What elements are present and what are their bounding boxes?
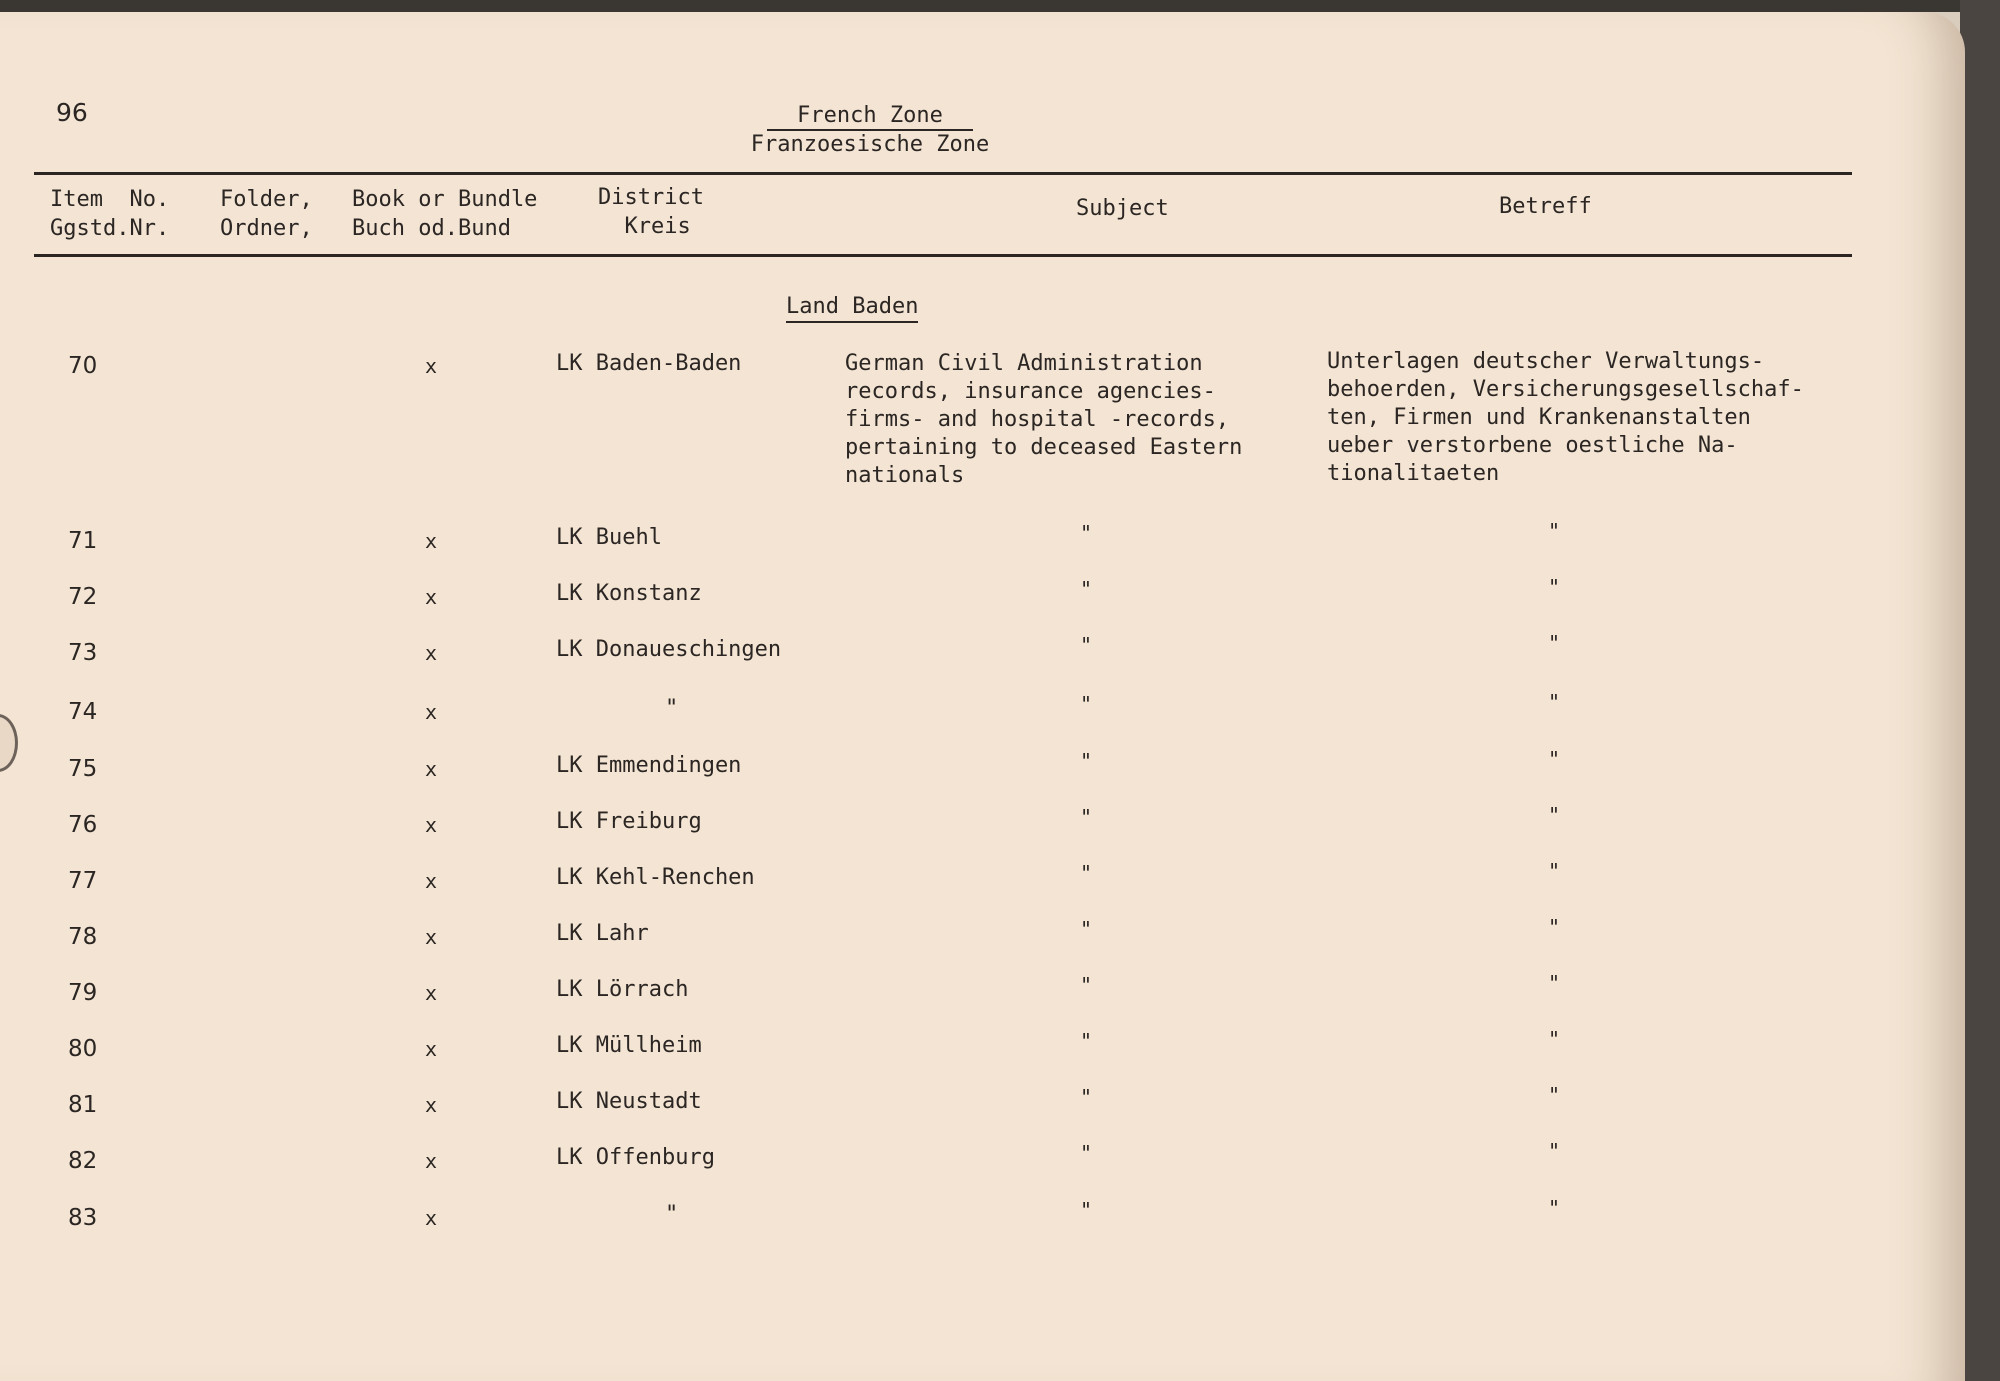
header-item: Item No. Ggstd.Nr. xyxy=(50,187,170,241)
row-district: LK Baden-Baden xyxy=(556,351,742,376)
row-item-number: 82 xyxy=(68,1148,98,1174)
row-district: LK Donaueschingen xyxy=(556,637,782,662)
row-district: LK Freiburg xyxy=(556,809,702,834)
row-district: LK Kehl-Renchen xyxy=(556,865,755,890)
row-item-number: 72 xyxy=(68,584,98,610)
row-betreff: " xyxy=(1548,803,1561,827)
section-title: Land Baden xyxy=(786,293,918,323)
row-subject: " xyxy=(1080,692,1093,716)
row-subject: " xyxy=(1080,633,1093,657)
row-betreff: Unterlagen deutscher Verwaltungs- behoerden, Versicherungsgesellschaf- ten, Firmen und Krankenanstalten ueber verstorbene oestliche Na- tionalitaeten xyxy=(1327,349,1804,486)
document-page xyxy=(0,12,1965,1381)
row-district: LK Neustadt xyxy=(556,1089,702,1114)
row-district: LK Lahr xyxy=(556,921,649,946)
row-item-number: 70 xyxy=(68,353,98,379)
row-subject: " xyxy=(1080,1141,1093,1165)
row-item-number: 83 xyxy=(68,1205,98,1231)
row-betreff: " xyxy=(1548,915,1561,939)
row-item-number: 75 xyxy=(68,756,98,782)
row-betreff: " xyxy=(1548,690,1561,714)
row-book-mark: x xyxy=(425,1093,438,1117)
row-item-number: 80 xyxy=(68,1036,98,1062)
row-item-number: 81 xyxy=(68,1092,98,1118)
row-betreff: " xyxy=(1548,1083,1561,1107)
row-district: LK Buehl xyxy=(556,525,662,550)
row-subject: " xyxy=(1080,973,1093,997)
page-right-edge xyxy=(1960,0,2000,1381)
row-book-mark: x xyxy=(425,529,438,553)
row-book-mark: x xyxy=(425,641,438,665)
row-item-number: 76 xyxy=(68,812,98,838)
row-subject: " xyxy=(1080,1085,1093,1109)
row-subject: " xyxy=(1080,805,1093,829)
row-district: LK Müllheim xyxy=(556,1033,702,1058)
row-betreff: " xyxy=(1548,519,1561,543)
row-subject: " xyxy=(1080,1198,1093,1222)
row-district: " xyxy=(665,696,679,721)
header-rule-top xyxy=(34,172,1852,175)
row-book-mark: x xyxy=(425,869,438,893)
row-item-number: 73 xyxy=(68,640,98,666)
header-betreff: Betreff xyxy=(1499,194,1592,219)
row-subject: " xyxy=(1080,749,1093,773)
page-number: 96 xyxy=(56,98,88,127)
row-betreff: " xyxy=(1548,631,1561,655)
row-book-mark: x xyxy=(425,700,438,724)
row-book-mark: x xyxy=(425,1206,438,1230)
row-betreff: " xyxy=(1548,1027,1561,1051)
row-district: LK Konstanz xyxy=(556,581,702,606)
header-folder: Folder, Ordner, xyxy=(220,187,313,241)
row-book-mark: x xyxy=(425,585,438,609)
row-subject: " xyxy=(1080,917,1093,941)
binder-hole xyxy=(0,714,18,772)
row-subject: " xyxy=(1080,521,1093,545)
row-district: LK Emmendingen xyxy=(556,753,742,778)
row-betreff: " xyxy=(1548,859,1561,883)
row-book-mark: x xyxy=(425,981,438,1005)
header-subject: Subject xyxy=(1076,196,1169,221)
page-top-edge xyxy=(0,0,2000,12)
row-book-mark: x xyxy=(425,925,438,949)
header-book: Book or Bundle Buch od.Bund xyxy=(352,187,538,241)
row-subject: German Civil Administration records, insurance agencies- firms- and hospital -records, pertaining to deceased Eastern nationals xyxy=(845,351,1243,488)
row-betreff: " xyxy=(1548,747,1561,771)
row-item-number: 79 xyxy=(68,980,98,1006)
row-subject: " xyxy=(1080,577,1093,601)
row-book-mark: x xyxy=(425,354,438,378)
row-item-number: 74 xyxy=(68,699,98,725)
row-district: LK Offenburg xyxy=(556,1145,715,1170)
row-betreff: " xyxy=(1548,1139,1561,1163)
row-betreff: " xyxy=(1548,575,1561,599)
row-betreff: " xyxy=(1548,971,1561,995)
zone-title-en: French Zone xyxy=(767,102,973,131)
zone-title xyxy=(650,102,1090,158)
row-book-mark: x xyxy=(425,813,438,837)
row-subject: " xyxy=(1080,1029,1093,1053)
row-betreff: " xyxy=(1548,1196,1561,1220)
zone-title-de: Franzoesische Zone xyxy=(750,132,990,157)
header-district: District Kreis xyxy=(598,185,704,239)
row-item-number: 78 xyxy=(68,924,98,950)
row-item-number: 71 xyxy=(68,528,98,554)
row-book-mark: x xyxy=(425,1149,438,1173)
row-district: LK Lörrach xyxy=(556,977,689,1002)
row-item-number: 77 xyxy=(68,868,98,894)
row-district: " xyxy=(665,1202,679,1227)
header-rule-bottom xyxy=(34,254,1852,257)
row-book-mark: x xyxy=(425,757,438,781)
row-book-mark: x xyxy=(425,1037,438,1061)
row-subject: " xyxy=(1080,861,1093,885)
